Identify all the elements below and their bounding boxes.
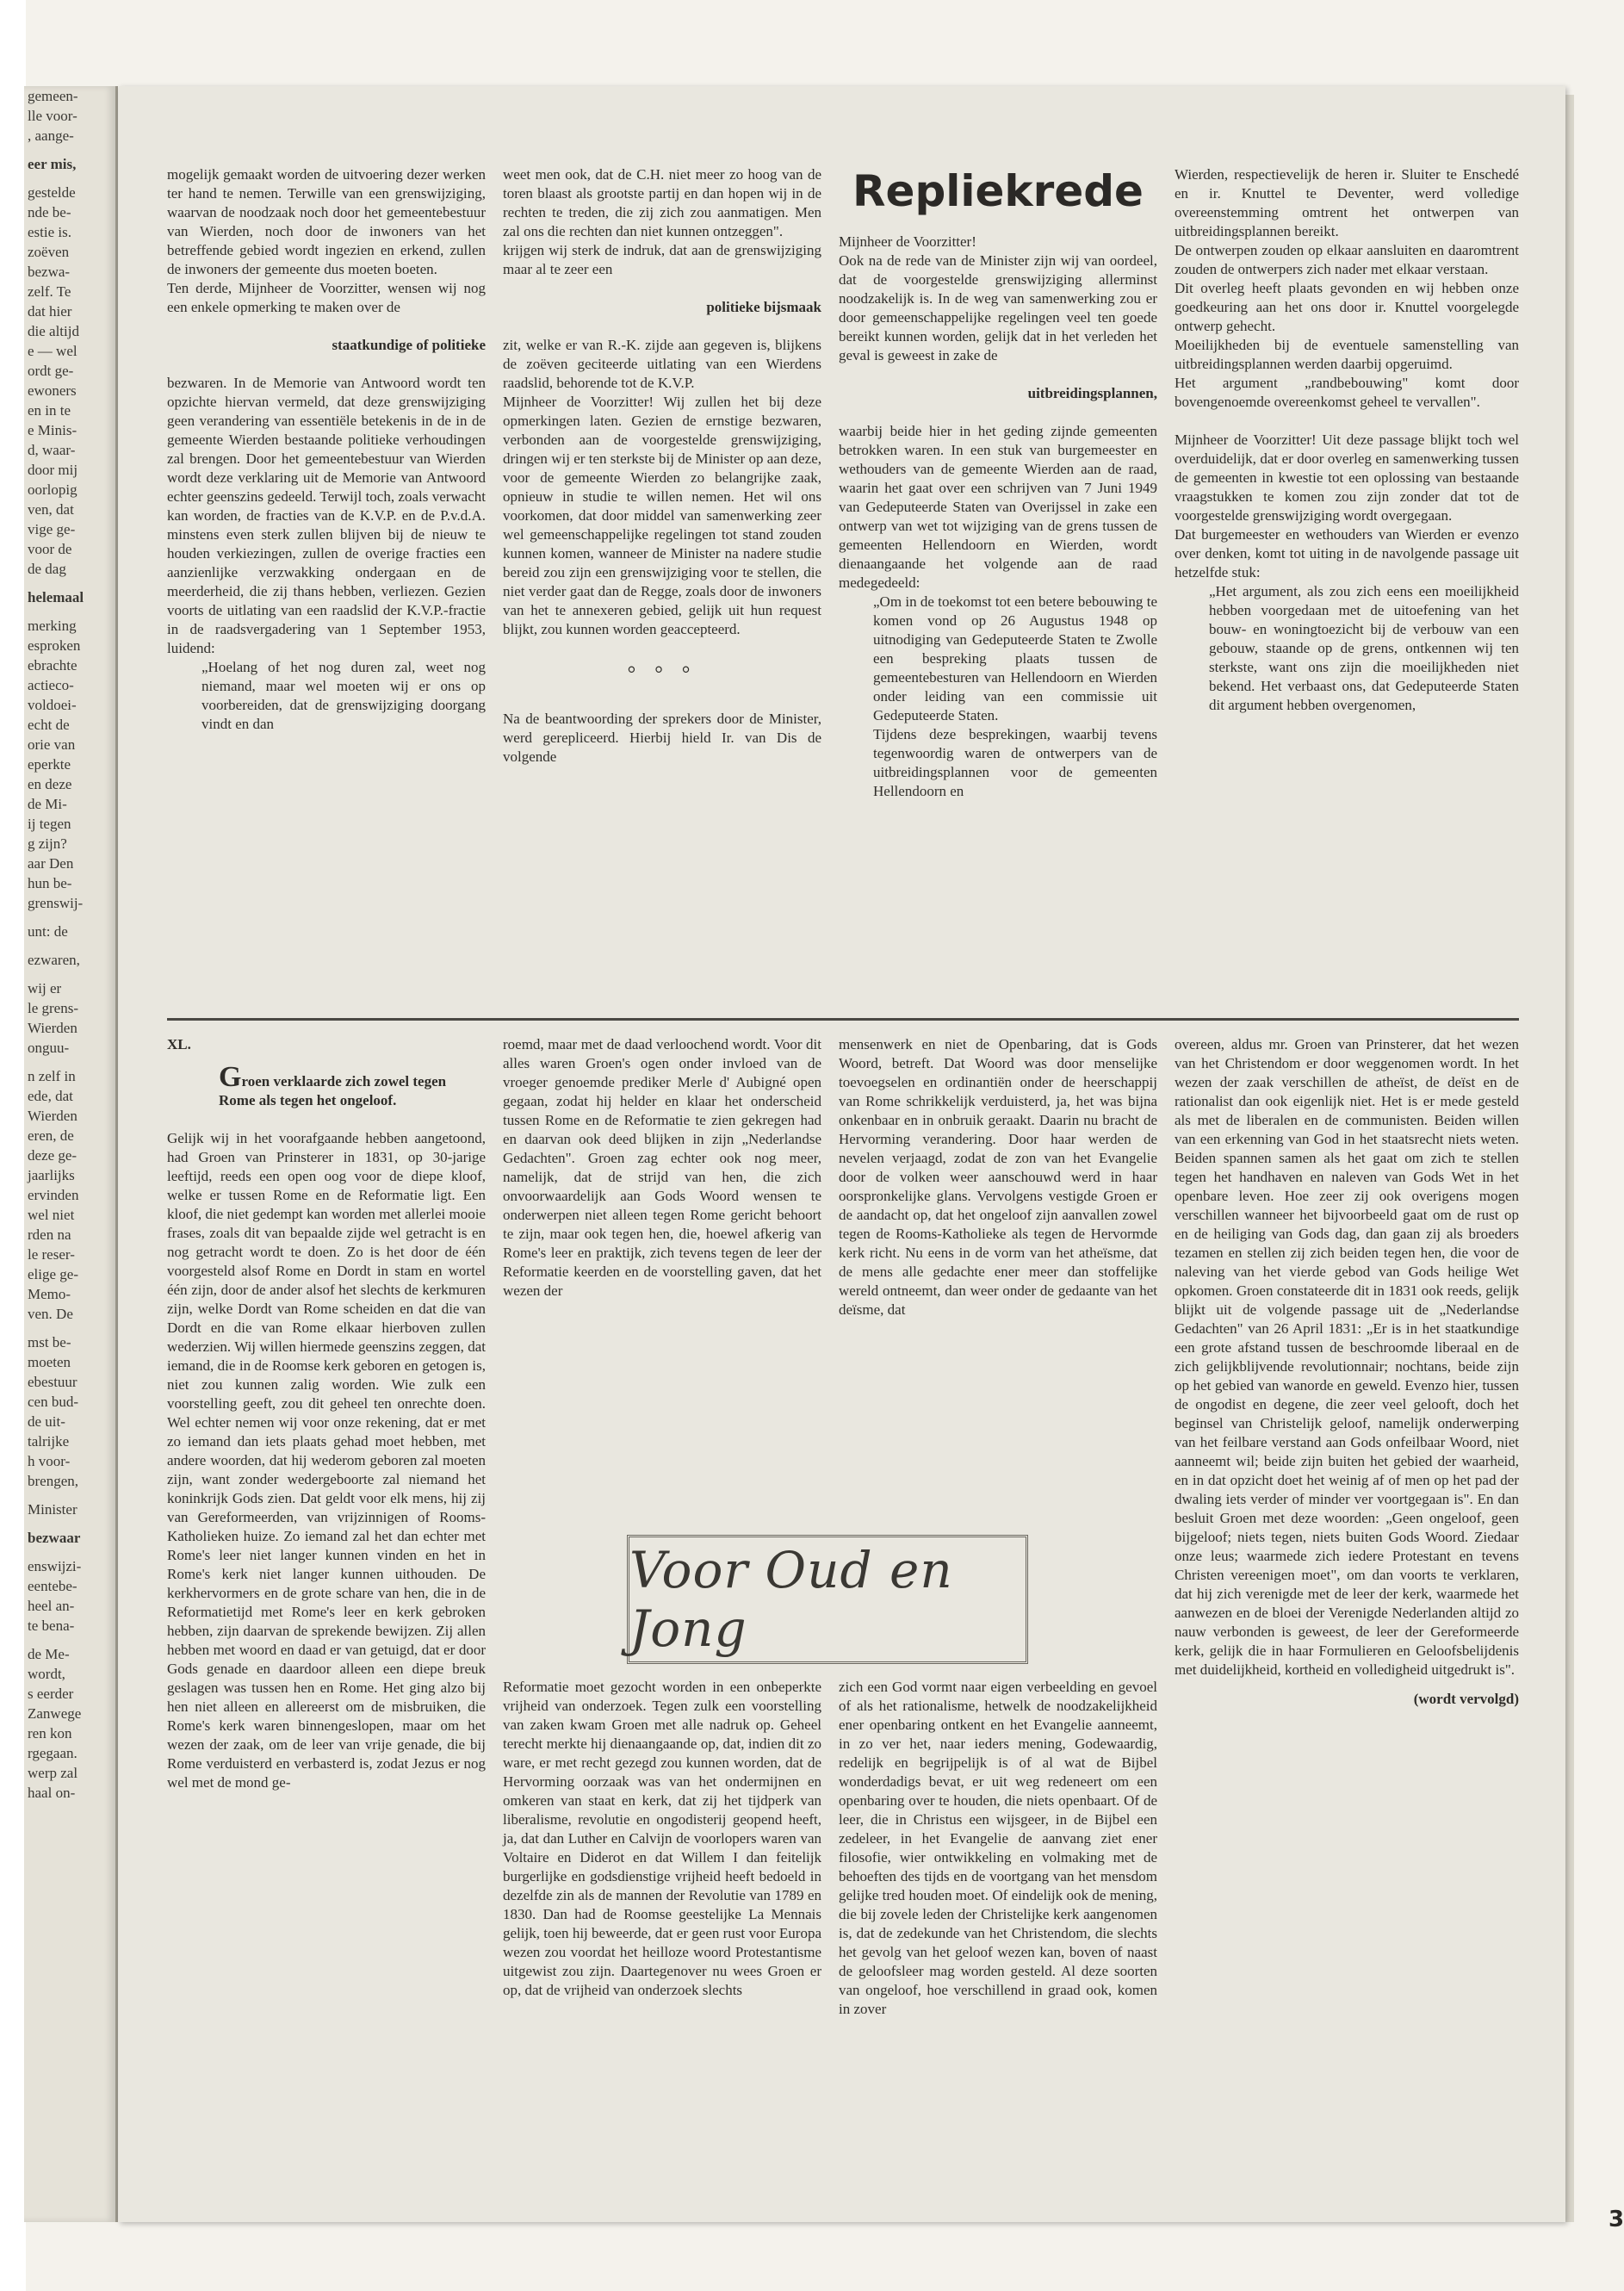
paragraph: Wierden, respectievelijk de heren ir. Sluiter te Enschedé en ir. Knuttel te Deventer, werd volledige overeenstemming omtrent het ontwerpen van uitbreidingsplannen bereikt. — [1175, 166, 1519, 239]
previous-page-line: vige ge- — [28, 521, 76, 537]
previous-page-line: voor de — [28, 541, 72, 557]
previous-page-line: elige ge- — [28, 1266, 78, 1282]
previous-page-line: bezwaar — [28, 1530, 81, 1546]
previous-page-line: gestelde — [28, 184, 76, 201]
paragraph: Mijnheer de Voorzitter! Wij zullen het bij deze opmerkingen laten. Gezien de ernstige bezwaren, verbonden aan de voorgestelde grenswijziging, dringen wij er ten sterkste bij de Minister op aan deze, voor de gemeente Wierden zo belangrijke zaak, opnieuw in studie te willen nemen. Het wil ons voorkomen, dat door middel van samenwerking zeer wel gemeenschappelijke regelingen tot stand zouden kunnen komen, wanneer de Minister na nadere studie bereid zou zijn een grenswijziging voor te stellen, die niet verder gaat dan de Regge, zoals door de inwoners van het te annexeren gebied, gelijk uit hun request blijkt, zou kunnen worden geaccepteerd. — [503, 394, 821, 637]
previous-page-line: ebrachte — [28, 657, 77, 674]
previous-page-line: die altijd — [28, 323, 79, 339]
quotation-paragraph: Tijdens deze besprekingen, waarbij tevens tegenwoordig waren de ontwerpers van de uitbreidingsplannen voor de gemeenten Hellendoorn en — [873, 726, 1157, 799]
previous-page-line — [28, 913, 115, 922]
previous-page-line: deze ge- — [28, 1147, 77, 1164]
previous-page-line: eperkte — [28, 756, 71, 773]
previous-page-line: eentebe- — [28, 1578, 77, 1594]
top-column-4 — [1175, 165, 1519, 715]
to-be-continued: (wordt vervolgd) — [1413, 1691, 1519, 1707]
previous-page-line: en in te — [28, 402, 71, 419]
article-body-col4: overeen, aldus mr. Groen van Prinsterer, dat het wezen van het Christendom er door weggenomen wordt. In het wezen der zaak verschillen de atheïst, de deïst en de rationalist dan ook eigenlijk niet. Het is er mede gesteld als met de liberalen en de communisten. Beiden willen van een erkenning van God in het staatsrecht niets weten. Beiden spannen samen als het gaat om zich te stellen tegen het handhaven en naleven van Gods Wet in het openbare leven. Hoe zeer zij ook overigens mogen verschillen wanneer het bijvoorbeeld gaat om de rust op en de heiliging van Gods dag, dan gaan zij als broeders tezamen en stellen zij zich beiden tegen hen, die voor de naleving van het vierde gebod van Gods heilige Wet opkomen. Groen constateerde dit in 1831 ook reeds, gelijk blijkt uit de volgende passage uit de „Nederlandse Gedachten" van 26 April 1831: „Er is in het staatkundige een grote afstand tussen de beschroomde liberaal en de zich gelijkblijvende revolutionnair; nochtans, beide zijn op het gebied van wanorde en geweld. Evenzo hier, tussen de ongodist en degene, die zeer veel gelooft, doch het beginsel van Christelijk geloof, namelijk onderwerping van het feilbare verstand aan Gods onfeilbaar Woord, niet aanneemt wil; beide zijn buiten het gebied der waarheid, en in dat opzicht doet het weinig af of men op het pad der dwaling iets verder of minder ver voortgegaan is". En dan besluit Groen met deze woorden: „Geen ongeloof, geen bijgeloof; niets tegen, niets buiten Gods Woord. Ziedaar onze leus; waarmede zich iedere Protestant en tevens Christen vereenigen moet", om dan voorts te verklaren, dat hij zich verenigde met de leer der kerk, waarmede het aanwezen en de bloei der Verenigde Nederlanden altijd zo nauw verbonden is geweest, de leer der Gereformeerde kerk, gelijk die in haar Formulieren en Geloofsbelijdenis met duidelijkheid, kortheid en volledigheid uitgedrukt is". — [1175, 1036, 1519, 1678]
previous-page-line: ervinden — [28, 1187, 79, 1203]
previous-page-line: de uit- — [28, 1413, 65, 1430]
subheading: uitbreidingsplannen, — [1027, 385, 1157, 401]
paragraph: Ten derde, Mijnheer de Voorzitter, wensen wij nog een enkele opmerking te maken over de — [167, 280, 486, 315]
previous-page-line: bezwa- — [28, 264, 71, 280]
repliekrede-headline: Repliekrede — [852, 166, 1144, 216]
previous-page-line: actieco- — [28, 677, 74, 693]
previous-page-line: door mij — [28, 462, 78, 478]
previous-page-line: cen bud- — [28, 1394, 79, 1410]
previous-page-line: ven. De — [28, 1306, 73, 1322]
paragraph: zit, welke er van R.-K. zijde aan gegeven is, blijkens de zoëven geciteerde uitlating van een Wierdens raadslid, behorende tot de K.V.P. — [503, 337, 821, 391]
previous-page-line: ewoners — [28, 382, 77, 399]
previous-page-line: heel an- — [28, 1598, 75, 1614]
previous-page-line: estie is. — [28, 224, 71, 240]
previous-page-line: aar Den — [28, 855, 74, 872]
previous-page-line: Minister — [28, 1501, 77, 1518]
article-deck — [167, 1061, 486, 1110]
quotation-paragraph: „Hoelang of het nog duren zal, weet nog niemand, maar wel moeten wij er ons op voorbereiden, dat de grenswijziging doorgang vindt en dan — [201, 659, 486, 732]
paragraph: Dit overleg heeft plaats gevonden en wij hebben onze goedkeuring aan het ons door ir. Knuttel voorgelegde ontwerp gehecht. — [1175, 280, 1519, 334]
previous-page-line: rgegaan. — [28, 1745, 77, 1761]
previous-page-line: eren, de — [28, 1127, 74, 1144]
previous-page-line: ij tegen — [28, 816, 71, 832]
top-column-2 — [503, 165, 821, 767]
bottom-column-2a — [503, 1035, 821, 1301]
previous-page-line: wij er — [28, 980, 62, 996]
paragraph: Na de beantwoording der sprekers door de Minister, werd gerepliceerd. Hierbij hield Ir. van Dis de volgende — [503, 711, 821, 765]
section-divider-rule — [167, 1018, 1519, 1021]
previous-page-line — [28, 1324, 115, 1332]
previous-page-line: moeten — [28, 1354, 71, 1370]
paragraph: bezwaren. In de Memorie van Antwoord wordt ten opzichte hiervan vermeld, dat deze grenswijziging geen verandering van essentiële betekenis in de in de gemeente Wierden bestaande politieke verhoudingen zal brengen. Door het gemeentebestuur van Wierden wordt deze verklaring uit de Memorie van Antwoord echter geenszins gedeeld. Terwijl toch, zoals verwacht kan worden, de fracties van de K.V.P. en de P.v.d.A. minstens even sterk zullen blijven bij de nieuw te houden verkiezingen, zullen de overige fracties een aanzienlijke verzwakking ondergaan en de meerderheid, die zij thans hebben, verliezen. Gezien voorts de uitlating van een raadslid der K.V.P.-fractie in de raadsvergadering van 1 September 1953, luidend: — [167, 375, 486, 656]
previous-page-line: esproken — [28, 637, 81, 654]
article-body-col2a: roemd, maar met de daad verloochend wordt. Voor dit alles waren Groen's ogen onder invloed van de vroeger genoemde prediker Merle d' Aubigné open gegaan, zodat hij helder en klaar het onderscheid tussen Rome en de Reformatie te zien gekregen had en daarvan ook deed blijken in zijn „Nederlandse Gedachten". Groen zag echter ook nog meer, namelijk, dat de strijd van hen, die zich onvoorwaardelijk aan Gods Woord wensen te onderwerpen niet alleen tegen Rome gericht behoort te zijn, maar ook tegen hen, die, hoewel afkerig van Rome's leer en praktijk, zich tevens tegen de leer der Reformatie keerden en de voorstelling gaven, dat het wezen der — [503, 1036, 821, 1299]
paragraph: mogelijk gemaakt worden de uitvoering dezer werken ter hand te nemen. Terwille van een grenswijziging, waarvan de noodzaak noch door het gemeentebestuur van Wierden, noch door de inwoners van het betreffende gebied wordt ingezien en erkend, zullen de inwoners der gemeente dus moeten boeten. — [167, 166, 486, 277]
previous-page-line: zelf. Te — [28, 283, 71, 300]
previous-page-line: echt de — [28, 717, 70, 733]
previous-page-line: hun be- — [28, 875, 72, 891]
page-number: 3 — [1609, 2207, 1624, 2232]
article-body-col3b: zich een God vormt naar eigen verbeelding en gevoel of als het rationalisme, hetwelk de noodzakelijkheid ener openbaring ontkent en het Evangelie aanneemt, in zo ver het, naar ieders mening, Godewaardig, redelijk en begrijpelijk is of al wat de Bijbel wonderdadigs bevat, er uit weg redeneert om een openbaring over te houden, die niets openbaart. Of de leer, die in Christus een wijsgeer, in de Bijbel een zedeleer, in het Evangelie de aanvang ziet ener filosofie, wier ontwikkeling en volmaking met de behoeften des tijds en de voortgang van het mensdom gelijke tred houden moet. Of eindelijk ook de mening, die bij zovele leden der Christelijke kerk aangenomen is, dat de zedekunde van het Christendom, die slechts het gevolg van het geloof wezen kan, boven of naast de geloofsleer mag worden gesteld. Al deze soorten van ongeloof, hoe verschillend in graad ook, komen in zover — [839, 1679, 1157, 2017]
previous-page-line: Wierden — [28, 1108, 77, 1124]
previous-page-line: brengen, — [28, 1473, 79, 1489]
previous-page-line: ordt ge- — [28, 363, 74, 379]
previous-page-line — [28, 174, 115, 183]
paragraph: Dat burgemeester en wethouders van Wierden er evenzo over denken, komt tot uiting in de navolgende passage uit hetzelfde stuk: — [1175, 526, 1519, 581]
previous-page-line — [28, 1058, 115, 1066]
previous-page-line: e — wel — [28, 343, 77, 359]
bottom-column-2b — [503, 1678, 821, 2000]
previous-page-line: Memo- — [28, 1286, 71, 1302]
paragraph: Mijnheer de Voorzitter! Uit deze passage blijkt toch wel overduidelijk, dat er door overleg en samenwerking tussen de gemeenten in kwestie tot een oplossing van bestaande vraagstukken te komen zou zijn zonder dat tot de voorgestelde grenswijziging wordt overgegaan. — [1175, 432, 1519, 524]
paragraph: Ook na de rede van de Minister zijn wij van oordeel, dat de voorgestelde grenswijziging allerminst noodzakelijk is. In de weg van samenwerking zou er door gemeenschappelijke regelingen veel ten goede bereikt kunnen worden, gelijk dat in het verleden het geval is geweest in zake de — [839, 252, 1157, 363]
previous-page-line: onguu- — [28, 1040, 70, 1056]
bottom-column-1 — [167, 1035, 486, 1792]
previous-page-line — [28, 1519, 115, 1528]
previous-page-line: gemeen- — [28, 88, 78, 104]
previous-page-line: wel niet — [28, 1207, 75, 1223]
previous-page-line: mst be- — [28, 1334, 71, 1350]
previous-page-line: le grens- — [28, 1000, 79, 1016]
previous-page-line — [28, 607, 115, 616]
page-edge-shadow — [1565, 95, 1574, 2222]
newspaper-page — [119, 86, 1624, 2232]
previous-page-line: grenswij- — [28, 895, 84, 911]
previous-page-line: jaarlijks — [28, 1167, 75, 1183]
section-break-asterism: ° ° ° — [627, 663, 697, 686]
previous-page-line: s eerder — [28, 1686, 74, 1702]
drop-initial: G — [219, 1061, 242, 1093]
previous-page-line — [28, 941, 115, 950]
paragraph: waarbij beide hier in het geding zijnde gemeenten betrokken waren. In een stuk van burgemeester en wethouders van de gemeente Wierden aan de raad, waarin het gaat over een schrijven van 7 Juni 1949 van Gedeputeerde Staten van Overijssel in zake een ontwerp van wet tot wijziging van de grens tussen de gemeenten Hellendoorn en Wierden, wordt dienaangaande het volgende aan de raad medegedeeld: — [839, 423, 1157, 591]
bottom-column-3a — [839, 1035, 1157, 1319]
previous-page-line: g zijn? — [28, 835, 67, 852]
previous-page-line: ebestuur — [28, 1374, 77, 1390]
previous-page-line — [28, 1548, 115, 1556]
previous-page-edge — [24, 86, 118, 2222]
previous-page-line: d, waar- — [28, 442, 76, 458]
previous-page-line: orie van — [28, 736, 76, 753]
previous-page-line: rden na — [28, 1226, 71, 1243]
previous-page-line: ren kon — [28, 1725, 72, 1742]
banner-title: Voor Oud en Jong — [629, 1541, 953, 1658]
previous-page-line: , aange- — [28, 127, 74, 144]
previous-page-line: zoëven — [28, 244, 70, 260]
paragraph: weet men ook, dat de C.H. niet meer zo hoog van de toren blaast als grootste partij en dan hopen wij in de rechten te treden, die zij zich zou aanmatigen. Men zal ons die rechten dan niet kunnen ontzeggen". — [503, 166, 821, 239]
previous-page-line: e Minis- — [28, 422, 77, 438]
previous-page-line: Zanwege — [28, 1705, 82, 1722]
previous-page-line: en deze — [28, 776, 72, 792]
top-column-3 — [839, 165, 1157, 801]
previous-page-line: merking — [28, 618, 77, 634]
previous-page-line: lle voor- — [28, 108, 77, 124]
previous-page-line: Wierden — [28, 1020, 77, 1036]
previous-page-line: helemaal — [28, 589, 84, 605]
previous-page-line: voldoei- — [28, 697, 77, 713]
quotation-paragraph: „Om in de toekomst tot een betere bebouwing te komen vond op 26 Augustus 1948 op uitnodiging van Gedeputeerde Staten te Zwolle een bespreking plaats tussen de gemeentebesturen van Hellendoorn en Wierden onder leiding van een commissie uit Gedeputeerde Staten. — [873, 593, 1157, 723]
previous-page-line: haal on- — [28, 1785, 76, 1801]
paragraph-gap — [1175, 412, 1519, 431]
previous-page-line: enswijzi- — [28, 1558, 82, 1574]
article-body-col3a: mensenwerk en niet de Openbaring, dat is Gods Woord, betreft. Dat Woord was door menselijke toevoegselen en ordinantiën onder de heerschappij van Rome schrikkelijk verduisterd, ja, het was bijna onkenbaar en in onbruik geraakt. Daarin nu bracht de Hervorming verandering. Door haar werden de nevelen verjaagd, zodat de zon van het Evangelie door de volken weer aanschouwd werd in haar oorspronkelijke glans. Vervolgens vestigde Groen er de aandacht op, dat het ongeloof zijn aanvallen zowel tegen de Rooms-Katholieke als tegen de Hervormde kerk richt. Nu eens in de vorm van het atheïsme, dat de mens alle gedachte ener meer dan stoffelijke wereld ontneemt, dan weer onder de gedaante van het deïsme, dat — [839, 1036, 1157, 1318]
previous-page-line — [28, 1636, 115, 1644]
previous-page-line: h voor- — [28, 1453, 71, 1469]
previous-page-line: eer mis, — [28, 156, 77, 172]
article-body-col1: Gelijk wij in het voorafgaande hebben aangetoond, had Groen van Prinsterer in 1831, op 30-jarige leeftijd, reeds een open oog voor de diepe kloof, welke er tussen Rome en de Reformatie ligt. Een kloof, die niet gedempt kan worden met allerlei mooie frases, zoals dit van bepaalde zijde wel getracht is en nog getracht wordt te doen. Zo is het door de één voorgesteld alsof Rome en Dordt in stam en wortel één zijn, door de ander alsof het slechts de kerkmuren zijn, welke Dordt van Rome scheiden en dat die van Dordt en die van Rome elkaar hierboven zullen wederzien. Wij willen hiermede geenszins zeggen, dat iemand, die in de Roomse kerk geboren en getogen is, niet zou kunnen zalig worden. Wie zulk een voorstelling geeft, zou dit geheel ten onrechte doen. Wel echter nemen wij voor onze rekening, dat er met zo iemand dan iets plaats gehad moet hebben, met andere woorden, dat hij wederom geboren zal moeten zijn, want zonder wedergeboorte zal niemand het koninkrijk Gods zien. Dat geldt voor elk mens, hij zij van Gereformeerden, van vrijzinnigen of Rooms-Katholieken huize. Zo iemand zal het dan echter met Rome's leer niet langer kunnen vinden en het in Rome's kerk niet langer kunnen uithouden. De kerkhervormers en de grote schare van hen, die in de Reformatietijd met Rome's leer en kerk gebroken hebben, zijn daarvan de sprekende bewijzen. Zij allen hebben met woord en daad er van getuigd, dat er door Gods genade en daardoor alleen een diepe breuk geslagen was tussen hen en Rome. Het ging alzo bij hen niet alleen en allereerst om de misbruiken, die Rome's kerk waren binnengeslopen, maar om het wezen der zaak, om de leer van vrije genade, die bij Rome verduisterd en verbasterd is, zodat Jezus er nog wel met de mond ge- — [167, 1130, 486, 1791]
previous-page-line: ven, dat — [28, 501, 74, 518]
top-column-1 — [167, 165, 486, 734]
paragraph: Mijnheer de Voorzitter! — [839, 233, 976, 250]
binding-gutter — [0, 0, 26, 2291]
previous-page-line: werp zal — [28, 1765, 78, 1781]
previous-page-line — [28, 1491, 115, 1499]
bottom-column-4 — [1175, 1035, 1519, 1709]
previous-page-line: de Me- — [28, 1646, 70, 1662]
deck-text: roen verklaarde zich zowel tegen Rome als tegen het ongeloof. — [219, 1073, 447, 1108]
subheading: staatkundige of politieke — [332, 337, 486, 353]
paragraph: krijgen wij sterk de indruk, dat aan de grenswijziging maar al te zeer een — [503, 242, 821, 277]
previous-page-line — [28, 579, 115, 587]
previous-page-line: unt: de — [28, 923, 68, 940]
previous-page-line: de Mi- — [28, 796, 67, 812]
previous-page-line: ede, dat — [28, 1088, 73, 1104]
voor-oud-en-jong-banner — [627, 1535, 1028, 1664]
previous-page-line: ezwaren, — [28, 952, 80, 968]
paragraph: Het argument „randbebouwing" komt door bovengenoemde overeenkomst geheel te vervallen". — [1175, 375, 1519, 410]
previous-page-line — [28, 146, 115, 154]
article-body-col2b: Reformatie moet gezocht worden in een onbeperkte vrijheid van onderzoek. Tegen zulk een voorstelling van zaken kwam Groen met alle nadruk op. Geheel terecht merkte hij dienaangaande op, dat, indien dit zo ware, er met recht gezegd zou kunnen worden, dat de Hervorming oorzaak was van het ondermijnen en omkeren van staat en kerk, dat zij het tijdperk van liberalisme, revolutie en ongodisterij geopend heeft, ja, dat dan Luther en Calvijn de voorlopers waren van Voltaire en Diderot en dat Willem I dan feitelijk burgerlijke en godsdienstige vrijheid heeft bedoeld in dezelfde zin als de mannen der Revolutie van 1789 en 1830. Dan had de Roomse geestelijke La Mennais gelijk, toen hij beweerde, dat er geen rust voor Europa wezen zou voordat het heilloze woord Protestantisme uitgewist zou zijn. Daartegenover nu wees Groen er op, dat de vrijheid van onderzoek slechts — [503, 1679, 821, 1998]
bottom-column-3b — [839, 1678, 1157, 2019]
previous-page-line: nde be- — [28, 204, 71, 220]
previous-page-line: talrijke — [28, 1433, 70, 1450]
previous-page-line: te bena- — [28, 1617, 75, 1634]
quotation-paragraph: „Het argument, als zou zich eens een moeilijkheid hebben voorgedaan met de uitoefening van het bouw- en woningtoezicht bij de verbouw van een gebouw, staande op de grens, ontkennen wij ten sterkste, want ons zijn die moeilijkheden niet bekend. Het verbaast ons, dat Gedeputeerde Staten dit argument hebben overgenomen, — [1209, 583, 1519, 713]
paragraph: Moeilijkheden bij de eventuele samenstelling van uitbreidingsplannen werden daarbij opgeruimd. — [1175, 337, 1519, 372]
section-number: XL. — [167, 1036, 191, 1052]
previous-page-line: de dag — [28, 561, 66, 577]
subheading: politieke bijsmaak — [706, 299, 821, 315]
previous-page-line: wordt, — [28, 1666, 65, 1682]
previous-page-line: oorlopig — [28, 481, 77, 498]
previous-page-line: n zelf in — [28, 1068, 76, 1084]
previous-page-line — [28, 970, 115, 978]
previous-page-line: dat hier — [28, 303, 72, 320]
paragraph: De ontwerpen zouden op elkaar aansluiten en daaromtrent zouden de ontwerpers zich nader met elkaar verstaan. — [1175, 242, 1519, 277]
previous-page-line: le reser- — [28, 1246, 75, 1263]
